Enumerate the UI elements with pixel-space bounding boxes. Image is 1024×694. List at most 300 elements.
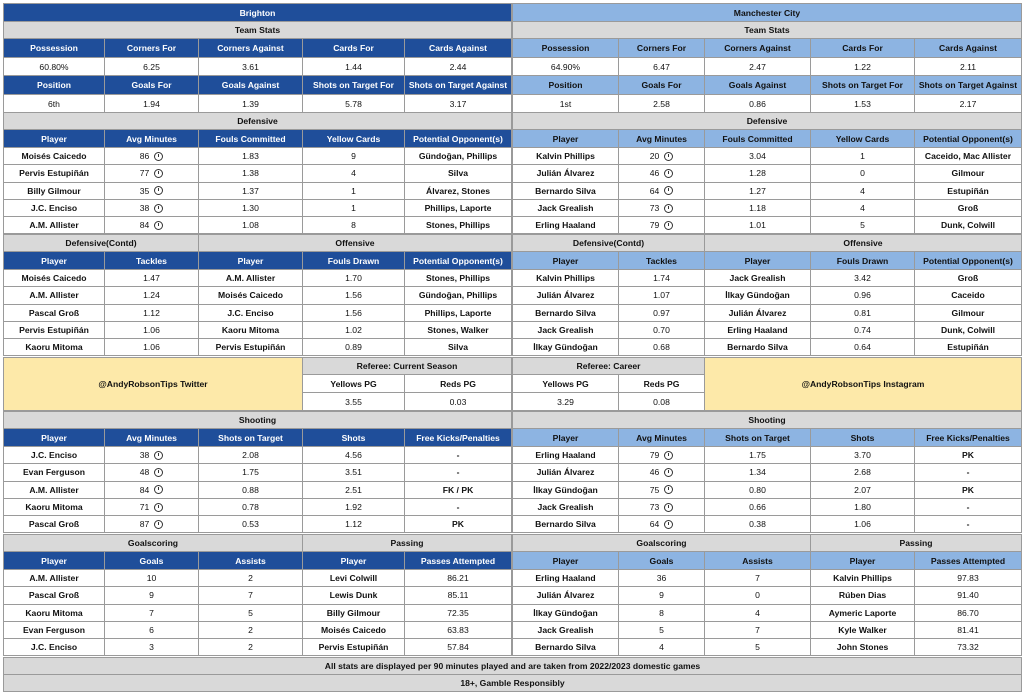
defensive-left-cell — [104, 147, 199, 165]
passing-left-cell: 85.11 — [404, 586, 512, 604]
minutes-value: 64 — [649, 519, 660, 530]
minutes-value: 20 — [649, 151, 660, 162]
defensive-right-cell: 1 — [810, 147, 915, 165]
team-stats2-left-col-header: Position — [3, 75, 105, 95]
goalscoring-left-cell: 9 — [104, 586, 199, 604]
goalscoring-left-cell: 2 — [198, 621, 303, 639]
twitter-promo: @AndyRobsonTips Twitter — [3, 357, 303, 411]
goalscoring-left-cell: A.M. Allister — [3, 569, 105, 587]
defensive-left-cell: Moisés Caicedo — [3, 147, 105, 165]
team-stat-value: 2.17 — [914, 94, 1022, 113]
goalscoring-left-cell: Evan Ferguson — [3, 621, 105, 639]
team-stats-right-col-header: Corners For — [618, 38, 705, 58]
offensive-right-col-header: Fouls Drawn — [810, 251, 915, 270]
team-stat-value: 1.53 — [810, 94, 915, 113]
goalscoring-left-cell: Pascal Groß — [3, 586, 105, 604]
shooting-right-cell: - — [914, 515, 1022, 533]
goalscoring-right-cell: 5 — [618, 621, 705, 639]
team-stat-value: 64.90% — [512, 57, 619, 76]
defensive-right-cell: 4 — [810, 199, 915, 217]
shooting-left-cell: 3.51 — [302, 463, 405, 481]
offensive-right-cell: 3.42 — [810, 269, 915, 287]
stopwatch-icon — [154, 451, 163, 460]
team-stat-value: 1.44 — [302, 57, 405, 76]
defcontd-left-cell: 1.06 — [104, 338, 199, 356]
offensive-left-cell: 1.56 — [302, 304, 405, 322]
shooting-left-cell: FK / PK — [404, 481, 512, 499]
shooting-left-cell: Evan Ferguson — [3, 463, 105, 481]
shooting-left-col-header: Shots — [302, 428, 405, 447]
shooting-left-cell — [104, 498, 199, 516]
shooting-left-cell: - — [404, 446, 512, 464]
minutes-value: 86 — [139, 151, 150, 162]
defcontd-left-cell: Pascal Groß — [3, 304, 105, 322]
defcontd-left-col-header: Tackles — [104, 251, 199, 270]
team-stat-value: 3.61 — [198, 57, 303, 76]
defensive-left-cell: 1 — [302, 182, 405, 200]
team-stat-value: 1.39 — [198, 94, 303, 113]
instagram-promo: @AndyRobsonTips Instagram — [704, 357, 1022, 411]
defensive-right-cell: 4 — [810, 182, 915, 200]
shooting-right-cell: Jack Grealish — [512, 498, 619, 516]
team-stat-value: 6th — [3, 94, 105, 113]
goalscoring-right-cell: Erling Haaland — [512, 569, 619, 587]
minutes-value: 38 — [139, 203, 150, 214]
defensive-right-cell: 1.28 — [704, 164, 811, 182]
shooting-left-col-header: Player — [3, 428, 105, 447]
defcontd-right-cell: 0.70 — [618, 321, 705, 339]
passing-right-cell: Rúben Dias — [810, 586, 915, 604]
defensive-left-cell: 1.30 — [198, 199, 303, 217]
shooting-left-cell: 2.08 — [198, 446, 303, 464]
offensive-right-cell: Groß — [914, 269, 1022, 287]
shooting-left-col-header: Free Kicks/Penalties — [404, 428, 512, 447]
passing-left-cell: 86.21 — [404, 569, 512, 587]
shooting-right-cell: 0.80 — [704, 481, 811, 499]
stopwatch-icon — [154, 503, 163, 512]
shooting-right-col-header: Player — [512, 428, 619, 447]
defcontd-left-cell: 1.24 — [104, 286, 199, 304]
section-defensive-left: Defensive — [3, 112, 512, 130]
team-stat-value: 2.47 — [704, 57, 811, 76]
goalscoring-right-cell: 5 — [704, 638, 811, 656]
shooting-right-cell: İlkay Gündoğan — [512, 481, 619, 499]
defensive-left-col-header: Player — [3, 129, 105, 148]
minutes-value: 71 — [139, 502, 150, 513]
offensive-left-cell: 1.02 — [302, 321, 405, 339]
shooting-right-col-header: Shots — [810, 428, 915, 447]
team-stat-value: 6.47 — [618, 57, 705, 76]
defensive-left-cell: 1.08 — [198, 216, 303, 234]
offensive-right-cell: İlkay Gündoğan — [704, 286, 811, 304]
team-stat-value: 2.58 — [618, 94, 705, 113]
defensive-left-cell: J.C. Enciso — [3, 199, 105, 217]
stopwatch-icon — [154, 152, 163, 161]
defcontd-left-cell: 1.06 — [104, 321, 199, 339]
defensive-right-cell: Caceido, Mac Allister — [914, 147, 1022, 165]
passing-left-col-header: Passes Attempted — [404, 551, 512, 570]
shooting-left-col-header: Avg Minutes — [104, 428, 199, 447]
defensive-right-cell — [618, 164, 705, 182]
offensive-left-cell: Kaoru Mitoma — [198, 321, 303, 339]
defensive-right-cell: 3.04 — [704, 147, 811, 165]
stopwatch-icon — [154, 485, 163, 494]
team-stats-right-col-header: Cards Against — [914, 38, 1022, 58]
offensive-left-cell: Phillips, Laporte — [404, 304, 512, 322]
shooting-right-cell — [618, 515, 705, 533]
team-stats-left-col-header: Corners For — [104, 38, 199, 58]
defensive-left-cell: Stones, Phillips — [404, 216, 512, 234]
defensive-right-cell: Gilmour — [914, 164, 1022, 182]
goalscoring-left-cell: 7 — [104, 604, 199, 622]
shooting-left-cell: 1.12 — [302, 515, 405, 533]
stopwatch-icon — [154, 186, 163, 195]
defcontd-right-cell: Julián Álvarez — [512, 286, 619, 304]
stopwatch-icon — [664, 468, 673, 477]
goalscoring-left-cell: 6 — [104, 621, 199, 639]
shooting-right-cell: 0.38 — [704, 515, 811, 533]
team-name-right: Manchester City — [512, 3, 1022, 22]
goalscoring-right-col-header: Goals — [618, 551, 705, 570]
defensive-left-cell: A.M. Allister — [3, 216, 105, 234]
team-stat-value: 2.11 — [914, 57, 1022, 76]
passing-left-cell: Levi Colwill — [302, 569, 405, 587]
referee-career-title: Referee: Career — [512, 357, 705, 375]
passing-left-cell: 63.83 — [404, 621, 512, 639]
offensive-right-cell: 0.96 — [810, 286, 915, 304]
section-passing-right: Passing — [810, 534, 1022, 552]
team-stats-right-col-header: Possession — [512, 38, 619, 58]
goalscoring-right-cell: 4 — [704, 604, 811, 622]
offensive-left-cell: Moisés Caicedo — [198, 286, 303, 304]
defcontd-left-cell: Pervis Estupiñán — [3, 321, 105, 339]
goalscoring-right-cell: 7 — [704, 569, 811, 587]
defensive-right-cell: Groß — [914, 199, 1022, 217]
shooting-right-cell: 2.68 — [810, 463, 915, 481]
offensive-right-col-header: Potential Opponent(s) — [914, 251, 1022, 270]
offensive-left-cell: Stones, Phillips — [404, 269, 512, 287]
referee-col-header: Yellows PG — [512, 374, 619, 393]
defensive-right-cell — [618, 216, 705, 234]
defensive-left-col-header: Avg Minutes — [104, 129, 199, 148]
team-stat-value: 60.80% — [3, 57, 105, 76]
shooting-left-cell: 0.88 — [198, 481, 303, 499]
offensive-left-cell: J.C. Enciso — [198, 304, 303, 322]
referee-value: 3.55 — [302, 392, 405, 411]
defensive-right-cell: Estupiñán — [914, 182, 1022, 200]
minutes-value: 87 — [139, 519, 150, 530]
footer-note: All stats are displayed per 90 minutes played and are taken from 2022/2023 domestic games — [3, 657, 1022, 675]
defensive-right-cell: 1.18 — [704, 199, 811, 217]
minutes-value: 84 — [139, 220, 150, 231]
passing-right-col-header: Player — [810, 551, 915, 570]
minutes-value: 79 — [649, 220, 660, 231]
passing-right-cell: Kalvin Phillips — [810, 569, 915, 587]
offensive-right-col-header: Player — [704, 251, 811, 270]
section-goalscoring-right: Goalscoring — [512, 534, 811, 552]
referee-col-header: Yellows PG — [302, 374, 405, 393]
section-passing-left: Passing — [302, 534, 512, 552]
passing-right-cell: 81.41 — [914, 621, 1022, 639]
shooting-left-cell: 1.92 — [302, 498, 405, 516]
goalscoring-right-cell: Jack Grealish — [512, 621, 619, 639]
defensive-left-cell: 1.83 — [198, 147, 303, 165]
shooting-right-cell: 1.06 — [810, 515, 915, 533]
defensive-left-cell: Pervis Estupiñán — [3, 164, 105, 182]
defensive-right-cell: 1.01 — [704, 216, 811, 234]
goalscoring-left-cell: 2 — [198, 569, 303, 587]
offensive-right-cell: Caceido — [914, 286, 1022, 304]
defcontd-left-cell: Moisés Caicedo — [3, 269, 105, 287]
minutes-value: 38 — [139, 450, 150, 461]
goalscoring-right-cell: 9 — [618, 586, 705, 604]
shooting-left-cell: J.C. Enciso — [3, 446, 105, 464]
shooting-right-cell: PK — [914, 446, 1022, 464]
team-name-left: Brighton — [3, 3, 512, 22]
passing-right-cell: 73.32 — [914, 638, 1022, 656]
shooting-left-cell: - — [404, 498, 512, 516]
defensive-right-cell: Dunk, Colwill — [914, 216, 1022, 234]
minutes-value: 77 — [139, 168, 150, 179]
referee-value: 0.03 — [404, 392, 512, 411]
defensive-right-col-header: Fouls Committed — [704, 129, 811, 148]
passing-right-cell: 97.83 — [914, 569, 1022, 587]
offensive-right-cell: 0.64 — [810, 338, 915, 356]
section-team-stats-right: Team Stats — [512, 21, 1022, 39]
stopwatch-icon — [664, 520, 673, 529]
offensive-right-cell: Jack Grealish — [704, 269, 811, 287]
defcontd-left-cell: A.M. Allister — [3, 286, 105, 304]
shooting-left-cell: Kaoru Mitoma — [3, 498, 105, 516]
goalscoring-left-cell: 10 — [104, 569, 199, 587]
shooting-right-cell: Erling Haaland — [512, 446, 619, 464]
offensive-right-cell: Dunk, Colwill — [914, 321, 1022, 339]
defcontd-right-cell: 1.07 — [618, 286, 705, 304]
goalscoring-right-cell: İlkay Gündoğan — [512, 604, 619, 622]
team-stat-value: 1.94 — [104, 94, 199, 113]
offensive-right-cell: 0.74 — [810, 321, 915, 339]
goalscoring-right-col-header: Assists — [704, 551, 811, 570]
minutes-value: 79 — [649, 450, 660, 461]
defensive-right-col-header: Potential Opponent(s) — [914, 129, 1022, 148]
team-stats2-left-col-header: Shots on Target For — [302, 75, 405, 95]
defensive-left-cell: Billy Gilmour — [3, 182, 105, 200]
goalscoring-right-cell: Julián Álvarez — [512, 586, 619, 604]
referee-value: 0.08 — [618, 392, 705, 411]
offensive-right-cell: Estupiñán — [914, 338, 1022, 356]
shooting-left-cell — [104, 481, 199, 499]
defcontd-right-cell: Kalvin Phillips — [512, 269, 619, 287]
minutes-value: 84 — [139, 484, 150, 495]
shooting-right-cell: - — [914, 498, 1022, 516]
defensive-right-cell: Bernardo Silva — [512, 182, 619, 200]
defensive-left-cell — [104, 216, 199, 234]
section-offensive-right: Offensive — [704, 234, 1022, 252]
defcontd-right-cell: Bernardo Silva — [512, 304, 619, 322]
defensive-right-cell: Erling Haaland — [512, 216, 619, 234]
goalscoring-left-cell: 7 — [198, 586, 303, 604]
team-stats2-right-col-header: Goals Against — [704, 75, 811, 95]
stopwatch-icon — [154, 221, 163, 230]
defensive-left-cell: 1.37 — [198, 182, 303, 200]
defensive-right-col-header: Avg Minutes — [618, 129, 705, 148]
defensive-left-cell: 1.38 — [198, 164, 303, 182]
offensive-left-col-header: Potential Opponent(s) — [404, 251, 512, 270]
defensive-right-cell: Julián Álvarez — [512, 164, 619, 182]
defensive-right-cell — [618, 147, 705, 165]
stopwatch-icon — [664, 451, 673, 460]
passing-right-cell: John Stones — [810, 638, 915, 656]
offensive-left-col-header: Fouls Drawn — [302, 251, 405, 270]
team-stat-value: 5.78 — [302, 94, 405, 113]
passing-left-col-header: Player — [302, 551, 405, 570]
team-stats-left-col-header: Possession — [3, 38, 105, 58]
shooting-left-cell: - — [404, 463, 512, 481]
defensive-right-col-header: Yellow Cards — [810, 129, 915, 148]
defcontd-right-cell: 1.74 — [618, 269, 705, 287]
minutes-value: 48 — [139, 467, 150, 478]
team-stats-left-col-header: Cards For — [302, 38, 405, 58]
section-shooting-right: Shooting — [512, 411, 1022, 429]
goalscoring-right-cell: 4 — [618, 638, 705, 656]
minutes-value: 46 — [649, 467, 660, 478]
defcontd-right-col-header: Player — [512, 251, 619, 270]
shooting-right-cell — [618, 446, 705, 464]
goalscoring-left-col-header: Player — [3, 551, 105, 570]
defensive-right-cell — [618, 199, 705, 217]
goalscoring-right-col-header: Player — [512, 551, 619, 570]
shooting-right-col-header: Free Kicks/Penalties — [914, 428, 1022, 447]
stopwatch-icon — [154, 468, 163, 477]
stopwatch-icon — [664, 221, 673, 230]
offensive-left-cell: Pervis Estupiñán — [198, 338, 303, 356]
team-stats2-left-col-header: Goals Against — [198, 75, 303, 95]
shooting-right-col-header: Shots on Target — [704, 428, 811, 447]
section-defcontd-right: Defensive(Contd) — [512, 234, 705, 252]
stopwatch-icon — [664, 503, 673, 512]
defensive-left-cell — [104, 164, 199, 182]
shooting-right-cell: - — [914, 463, 1022, 481]
defensive-left-col-header: Fouls Committed — [198, 129, 303, 148]
defensive-left-cell: 9 — [302, 147, 405, 165]
offensive-left-cell: 1.56 — [302, 286, 405, 304]
defensive-left-cell: 8 — [302, 216, 405, 234]
offensive-left-cell: Silva — [404, 338, 512, 356]
shooting-right-cell: Julián Álvarez — [512, 463, 619, 481]
team-stats2-left-col-header: Goals For — [104, 75, 199, 95]
defensive-right-cell: 5 — [810, 216, 915, 234]
defensive-right-cell: Jack Grealish — [512, 199, 619, 217]
defensive-right-cell: 1.27 — [704, 182, 811, 200]
goalscoring-right-cell: 8 — [618, 604, 705, 622]
offensive-right-cell: Julián Álvarez — [704, 304, 811, 322]
defensive-left-cell — [104, 182, 199, 200]
defensive-left-cell: Silva — [404, 164, 512, 182]
referee-col-header: Reds PG — [618, 374, 705, 393]
offensive-right-cell: 0.81 — [810, 304, 915, 322]
shooting-left-cell — [104, 463, 199, 481]
section-offensive-left: Offensive — [198, 234, 512, 252]
defcontd-left-cell: 1.47 — [104, 269, 199, 287]
passing-right-cell: Aymeric Laporte — [810, 604, 915, 622]
defensive-right-cell — [618, 182, 705, 200]
defensive-right-col-header: Player — [512, 129, 619, 148]
goalscoring-left-col-header: Goals — [104, 551, 199, 570]
goalscoring-right-cell: 0 — [704, 586, 811, 604]
section-defensive-right: Defensive — [512, 112, 1022, 130]
offensive-left-col-header: Player — [198, 251, 303, 270]
team-stats2-right-col-header: Shots on Target Against — [914, 75, 1022, 95]
referee-current-title: Referee: Current Season — [302, 357, 512, 375]
team-stats-left-col-header: Cards Against — [404, 38, 512, 58]
defensive-left-cell — [104, 199, 199, 217]
defensive-left-cell: Gündoğan, Phillips — [404, 147, 512, 165]
offensive-left-cell: 0.89 — [302, 338, 405, 356]
shooting-left-col-header: Shots on Target — [198, 428, 303, 447]
goalscoring-left-cell: 5 — [198, 604, 303, 622]
team-stats-right-col-header: Corners Against — [704, 38, 811, 58]
passing-right-cell: 86.70 — [914, 604, 1022, 622]
minutes-value: 35 — [139, 185, 150, 196]
offensive-left-cell: A.M. Allister — [198, 269, 303, 287]
stopwatch-icon — [664, 204, 673, 213]
stopwatch-icon — [154, 204, 163, 213]
stopwatch-icon — [664, 152, 673, 161]
stopwatch-icon — [664, 169, 673, 178]
shooting-right-cell: 1.75 — [704, 446, 811, 464]
team-stats2-right-col-header: Position — [512, 75, 619, 95]
section-team-stats-left: Team Stats — [3, 21, 512, 39]
passing-left-cell: 57.84 — [404, 638, 512, 656]
defcontd-right-cell: 0.97 — [618, 304, 705, 322]
goalscoring-left-cell: J.C. Enciso — [3, 638, 105, 656]
offensive-right-cell: Erling Haaland — [704, 321, 811, 339]
section-shooting-left: Shooting — [3, 411, 512, 429]
goalscoring-left-cell: Kaoru Mitoma — [3, 604, 105, 622]
minutes-value: 46 — [649, 168, 660, 179]
passing-right-cell: Kyle Walker — [810, 621, 915, 639]
passing-left-cell: Moisés Caicedo — [302, 621, 405, 639]
defensive-left-cell: Álvarez, Stones — [404, 182, 512, 200]
defcontd-right-cell: İlkay Gündoğan — [512, 338, 619, 356]
goalscoring-right-cell: Bernardo Silva — [512, 638, 619, 656]
shooting-right-cell: 2.07 — [810, 481, 915, 499]
team-stat-value: 1st — [512, 94, 619, 113]
shooting-left-cell: A.M. Allister — [3, 481, 105, 499]
section-goalscoring-left: Goalscoring — [3, 534, 303, 552]
team-stats-right-col-header: Cards For — [810, 38, 915, 58]
defcontd-right-col-header: Tackles — [618, 251, 705, 270]
defcontd-right-cell: Jack Grealish — [512, 321, 619, 339]
team-stats2-left-col-header: Shots on Target Against — [404, 75, 512, 95]
defcontd-left-cell: 1.12 — [104, 304, 199, 322]
defensive-left-cell: 4 — [302, 164, 405, 182]
stopwatch-icon — [664, 186, 673, 195]
passing-left-cell: Pervis Estupiñán — [302, 638, 405, 656]
shooting-right-col-header: Avg Minutes — [618, 428, 705, 447]
team-stats2-right-col-header: Shots on Target For — [810, 75, 915, 95]
passing-left-cell: Billy Gilmour — [302, 604, 405, 622]
shooting-left-cell: 0.78 — [198, 498, 303, 516]
defcontd-right-cell: 0.68 — [618, 338, 705, 356]
shooting-right-cell: Bernardo Silva — [512, 515, 619, 533]
passing-left-cell: Lewis Dunk — [302, 586, 405, 604]
section-defcontd-left: Defensive(Contd) — [3, 234, 199, 252]
stopwatch-icon — [154, 520, 163, 529]
goalscoring-right-cell: 36 — [618, 569, 705, 587]
shooting-left-cell: 1.75 — [198, 463, 303, 481]
offensive-left-cell: 1.70 — [302, 269, 405, 287]
